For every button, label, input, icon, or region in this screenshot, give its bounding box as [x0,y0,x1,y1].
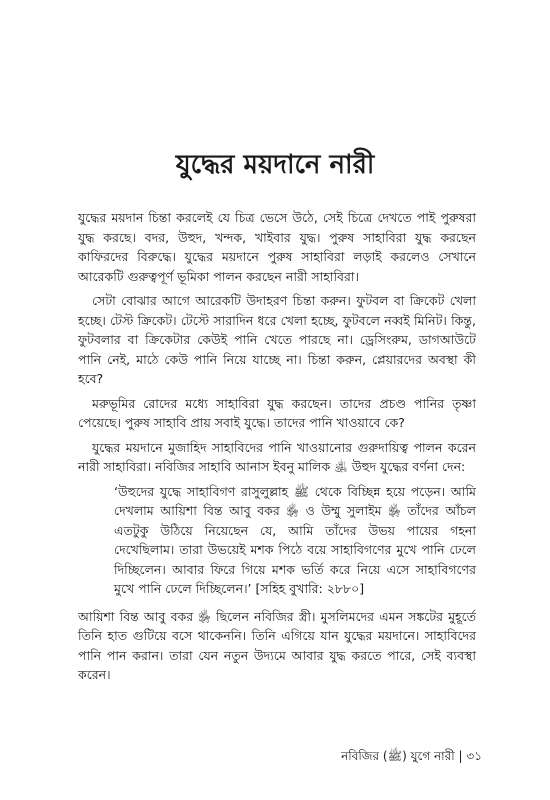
page-number: ৩১ [466,749,482,763]
body-paragraph: যুদ্ধের ময়দানে মুজাহিদ সাহাবিদের পানি খাওয়ানোর গুরুদায়িত্ব পালন করেন নারী সাহাবিরা। নবিজির সাহাবি আনাস ইবনু মালিক ﵁ উহুদ যুদ্ধের বর্ণনা দেন: [78,439,476,474]
body-paragraph: যুদ্ধের ময়দান চিন্তা করলেই যে চিত্র ভেসে উঠে, সেই চিত্রে দেখতে পাই পুরুষরা যুদ্ধ করছে। বদর, উহুদ, খন্দক, খাইবার যুদ্ধ। পুরুষ সাহাবিরা যুদ্ধ করছেন কাফিরদের বিরুদ্ধে। যুদ্ধের ময়দানে পুরুষ সাহাবিরা লড়াই করলেও সেখানে আরেকটি গুরুত্বপূর্ণ ভূমিকা পালন করছেন নারী সাহাবিরা। [78,210,476,284]
closing-paragraph: আয়িশা বিন্ত আবু বকর ﵂ ছিলেন নবিজির স্ত্রী। মুসলিমদের এমন সঙ্কটের মুহূর্তে তিনি হাত গুটিয়ে বসে থাকেননি। তিনি এগিয়ে যান যুদ্ধের ময়দানে। সাহাবিদের পানি পান করান। তারা যেন নতুন উদ্যমে আবার যুদ্ধ করতে পারে, সেই ব্যবস্থা করেন। [78,608,476,682]
body-paragraph: মরুভূমির রোদের মধ্যে সাহাবিরা যুদ্ধ করছেন। তাদের প্রচণ্ড পানির তৃষ্ণা পেয়েছে। পুরুষ সাহাবি প্রায় সবাই যুদ্ধে। তাদের পানি খাওয়াবে কে? [78,395,476,430]
body-paragraph: সেটা বোঝার আগে আরেকটি উদাহরণ চিন্তা করুন। ফুটবল বা ক্রিকেট খেলা হচ্ছে। টেস্ট ক্রিকেট। টেস্টে সারাদিন ধরে খেলা হচ্ছে, ফুটবলে নব্বই মিনিট। কিন্তু, ফুটবলার বা ক্রিকেটার কেউই পানি খেতে পারছে না। ড্রেসিংরুম, ডাগআউটে পানি নেই, মাঠে কেউ পানি নিয়ে যাচ্ছে না। চিন্তা করুন, প্লেয়ারদের অবস্থা কী হবে? [78,293,476,386]
footer-separator: | [458,749,463,763]
running-title: নবিজির (ﷺ) যুগে নারী [341,749,455,763]
page-footer [0,748,482,764]
chapter-body [78,208,476,690]
chapter-title: যুদ্ধের ময়দানে নারী [175,150,375,180]
hadith-quote: ‘উহুদের যুদ্ধে সাহাবিগণ রাসুলুল্লাহ ﷺ থেকে বিচ্ছিন্ন হয়ে পড়েন। আমি দেখলাম আয়িশা বিন্ত আবু বকর ﵂ ও উম্মু সুলাইম ﵂ তাঁদের আঁচল এতটুকু উঠিয়ে নিয়েছেন যে, আমি তাঁদের উভয় পায়ের গহনা দেখেছিলাম। তারা উভয়েই মশক পিঠে বয়ে সাহাবিগণের মুখে পানি ঢেলে দিচ্ছিলেন। আবার ফিরে গিয়ে মশক ভর্তি করে নিয়ে এসে সাহাবিগণের মুখে পানি ঢেলে দিচ্ছিলেন।’ [সহিহ বুখারি: ২৮৮০] [114,483,476,596]
